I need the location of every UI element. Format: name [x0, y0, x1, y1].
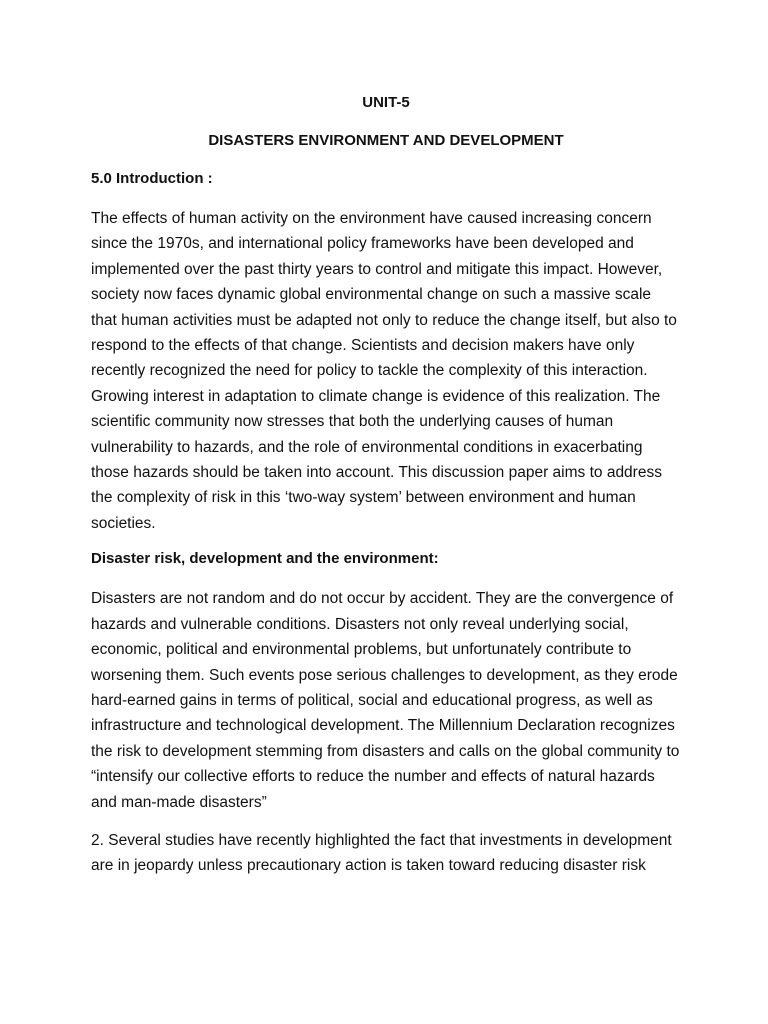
- document-title: DISASTERS ENVIRONMENT AND DEVELOPMENT: [208, 132, 564, 149]
- studies-paragraph: 2. Several studies have recently highlighted the fact that investments in development are in jeopardy unless precautionary action is taken toward reducing disaster risk: [91, 831, 672, 875]
- disaster-risk-heading: Disaster risk, development and the environment:: [91, 550, 439, 568]
- unit-label: UNIT-5: [362, 94, 410, 111]
- introduction-heading: 5.0 Introduction :: [91, 170, 213, 187]
- disaster-risk-paragraph: Disasters are not random and do not occur by accident. They are the convergence of hazards and vulnerable conditions. Disasters not only reveal underlying social, economic, political and environmental problems, but unfortunately contribute to worsening them. Such events pose serious challenges to development, as they erode hard-earned gains in terms of political, social and educational progress, as well as infrastructure and technological development. The Millennium Declaration recognizes the risk to development stemming from disasters and calls on the global community to “intensify our collective efforts to reduce the number and effects of natural hazards and man-made disasters”: [91, 590, 680, 811]
- document-content: [91, 93, 681, 892]
- introduction-paragraph: The effects of human activity on the environment have caused increasing concern since the 1970s, and international policy frameworks have been developed and implemented over the past thirty years to control and mitigate this impact. However, society now faces dynamic global environmental change on such a massive scale that human activities must be adapted not only to reduce the change itself, but also to respond to the effects of that change. Scientists and decision makers have only recently recognized the need for policy to tackle the complexity of this interaction. Growing interest in adaptation to climate change is evidence of this realization. The scientific community now stresses that both the underlying causes of human vulnerability to hazards, and the role of environmental conditions in exacerbating those hazards should be taken into account. This discussion paper aims to address the complexity of risk in this ‘two-way system’ between environment and human societies.: [91, 210, 677, 532]
